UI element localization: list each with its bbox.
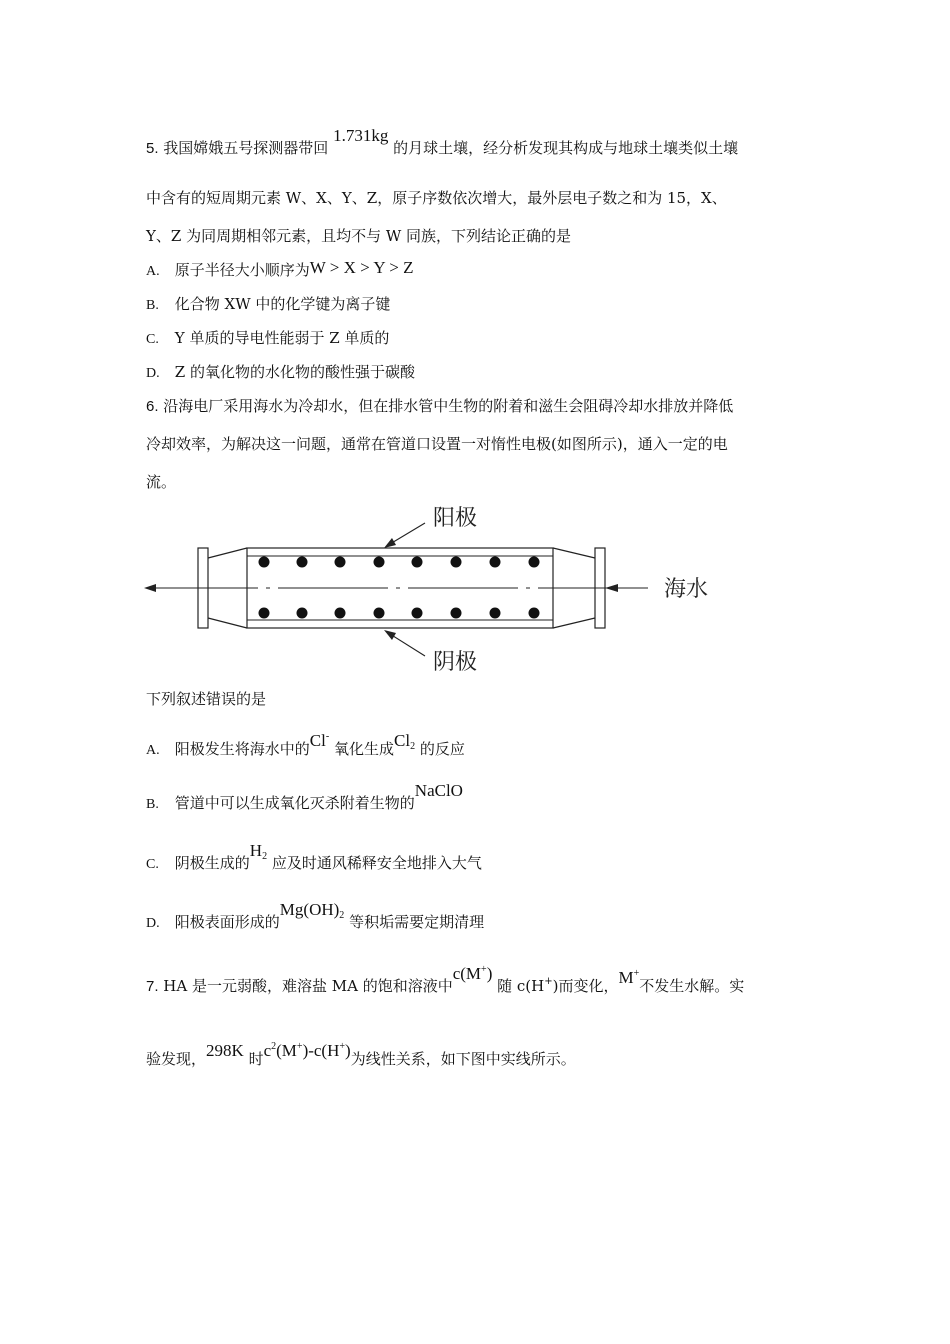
q5-option-a bbox=[146, 260, 413, 282]
electrode-dot bbox=[412, 608, 423, 619]
q7-text-1d: 不发生水解。实 bbox=[639, 977, 745, 995]
q5-line-1 bbox=[146, 126, 739, 159]
outflow-arrowhead bbox=[144, 584, 156, 592]
q7-line-2 bbox=[146, 1041, 576, 1069]
q5-option-b-label: B. bbox=[146, 298, 159, 313]
q6-option-c-text-1: 阴极生成的 bbox=[174, 854, 250, 872]
q6-option-d-text-2: 等积垢需要定期清理 bbox=[349, 913, 485, 931]
electrode-dot bbox=[412, 557, 423, 568]
q5-text-1b: 的月球土壤，经分析发现其构成与地球土壤类似土壤 bbox=[393, 139, 739, 157]
cm-close: ) bbox=[486, 964, 493, 983]
q6-line-3: 流。 bbox=[146, 473, 177, 491]
q7-text-1b: 随 c(H bbox=[497, 977, 545, 995]
cathode-pointer-line bbox=[390, 634, 425, 656]
chlorine-symbol: Cl bbox=[394, 731, 411, 750]
q6-option-d-label: D. bbox=[146, 916, 160, 931]
cm-open: c(M bbox=[452, 964, 482, 983]
q6-text-1: 沿海电厂采用海水为冷却水，但在排水管中生物的附着和滋生会阻碍冷却水排放并降低 bbox=[163, 397, 734, 415]
q5-line-2: 中含有的短周期元素 W、X、Y、Z，原子序数依次增大，最外层电子数之和为 15，X、 bbox=[146, 189, 727, 207]
q6-option-d bbox=[146, 900, 485, 938]
electrode-dot bbox=[529, 557, 540, 568]
q6-option-c-text-2: 应及时通风稀释安全地排入大气 bbox=[271, 854, 482, 872]
q6-prompt: 下列叙述错误的是 bbox=[146, 690, 267, 708]
mgoh-symbol: Mg(OH) bbox=[279, 900, 340, 919]
q6-option-a bbox=[146, 731, 465, 765]
electrode-dot bbox=[374, 557, 385, 568]
q6-option-a-chloride bbox=[310, 727, 329, 751]
q5-option-a-math: W > X > Y > Z bbox=[309, 258, 414, 277]
q7-text-1a: HA 是一元弱酸，难溶盐 MA 的饱和溶液中 bbox=[163, 977, 453, 995]
q7-h-charge: + bbox=[544, 976, 553, 987]
q7-text-2a: 验发现， bbox=[146, 1050, 207, 1068]
q6-line-2: 冷却效率，为解决这一问题，通常在管道口设置一对惰性电极(如图所示)，通入一定的电 bbox=[146, 435, 728, 453]
electrode-dot bbox=[297, 557, 308, 568]
anode-label: 阳极 bbox=[433, 506, 478, 531]
expr-square: 2 bbox=[271, 1041, 277, 1052]
q5-option-c-label: C. bbox=[146, 332, 159, 347]
mgoh-subscript: 2 bbox=[339, 910, 345, 921]
chlorine-subscript: 2 bbox=[410, 741, 416, 752]
electrode-dot bbox=[335, 557, 346, 568]
expr-c: c bbox=[263, 1041, 272, 1060]
q5-option-d-label: D. bbox=[146, 366, 160, 381]
q6-option-b-naclo: NaClO bbox=[414, 781, 463, 800]
electrode-dot bbox=[374, 608, 385, 619]
q6-option-a-text-1: 阳极发生将海水中的 bbox=[174, 740, 310, 758]
q5-option-c bbox=[146, 328, 389, 350]
hydrogen-subscript: 2 bbox=[262, 851, 268, 862]
q6-option-c-hydrogen bbox=[250, 841, 267, 867]
q5-mass-value: 1.731kg bbox=[333, 126, 389, 145]
expr-m-open: (M bbox=[276, 1041, 297, 1060]
q6-option-a-text-2: 氧化生成 bbox=[333, 740, 394, 758]
electrode-dot bbox=[297, 608, 308, 619]
electrode-dot bbox=[490, 608, 501, 619]
electrode-dot bbox=[451, 608, 462, 619]
m-charge: + bbox=[633, 968, 640, 979]
q6-line-1 bbox=[146, 396, 733, 417]
q7-number: 7. bbox=[146, 978, 159, 995]
q6-option-d-text-1: 阳极表面形成的 bbox=[174, 913, 280, 931]
electrode-dot bbox=[335, 608, 346, 619]
q7-linear-expr bbox=[264, 1037, 351, 1061]
q5-option-a-text: 原子半径大小顺序为 bbox=[174, 261, 310, 279]
anode-pointer-arrowhead bbox=[384, 538, 396, 548]
q5-option-b-text: 化合物 XW 中的化学键为离子键 bbox=[174, 295, 391, 313]
q6-option-a-chlorine bbox=[394, 731, 415, 757]
q5-option-b bbox=[146, 294, 390, 316]
q7-text-2b: 时 bbox=[248, 1050, 264, 1068]
expr-h-charge: + bbox=[339, 1041, 346, 1052]
q7-cm-expr bbox=[453, 960, 493, 984]
m-symbol: M bbox=[618, 968, 634, 987]
hydrogen-symbol: H bbox=[249, 841, 263, 860]
expr-close: ) bbox=[345, 1041, 351, 1060]
q7-text-1c: )而变化， bbox=[552, 977, 619, 995]
cathode-pointer-arrowhead bbox=[384, 630, 396, 640]
electrode-pipe-diagram bbox=[140, 496, 740, 681]
electrode-dot bbox=[259, 557, 270, 568]
seawater-label: 海水 bbox=[664, 577, 709, 602]
chloride-charge: - bbox=[325, 731, 330, 742]
q5-option-d-text: Z 的氧化物的水化物的酸性强于碳酸 bbox=[174, 363, 415, 381]
q5-text-1a: 我国嫦娥五号探测器带回 bbox=[163, 139, 329, 157]
q6-number: 6. bbox=[146, 398, 159, 415]
electrode-dot bbox=[451, 557, 462, 568]
electrode-dot bbox=[529, 608, 540, 619]
q6-option-b-label: B. bbox=[146, 797, 159, 812]
q6-option-c bbox=[146, 841, 482, 879]
q7-text-2c: 为线性关系，如下图中实线所示。 bbox=[350, 1050, 576, 1068]
expr-m-charge: + bbox=[296, 1041, 303, 1052]
electrode-dot bbox=[259, 608, 270, 619]
expr-h-part: )-c(H bbox=[302, 1041, 340, 1060]
q7-line-1 bbox=[146, 964, 745, 997]
q6-option-d-mgoh2 bbox=[280, 900, 345, 926]
q5-number: 5. bbox=[146, 140, 159, 157]
anode-pointer-line bbox=[390, 523, 425, 544]
chloride-symbol: Cl bbox=[309, 731, 326, 750]
electrode-dot bbox=[490, 557, 501, 568]
cathode-label: 阴极 bbox=[433, 650, 478, 675]
q5-option-c-text: Y 单质的导电性能弱于 Z 单质的 bbox=[174, 329, 390, 347]
inflow-arrowhead bbox=[605, 584, 618, 592]
q5-option-a-label: A. bbox=[146, 264, 160, 279]
q7-temperature: 298K bbox=[206, 1041, 244, 1060]
q6-option-c-label: C. bbox=[146, 857, 159, 872]
q6-option-b bbox=[146, 781, 463, 815]
q7-m-ion bbox=[619, 964, 640, 988]
q6-option-b-text-1: 管道中可以生成氧化灭杀附着生物的 bbox=[174, 794, 415, 812]
q6-option-a-text-3: 的反应 bbox=[419, 740, 465, 758]
q6-option-a-label: A. bbox=[146, 743, 160, 758]
cm-charge: + bbox=[481, 964, 487, 975]
q5-line-3: Y、Z 为同周期相邻元素，且均不与 W 同族，下列结论正确的是 bbox=[146, 227, 572, 245]
q5-option-d bbox=[146, 362, 415, 384]
